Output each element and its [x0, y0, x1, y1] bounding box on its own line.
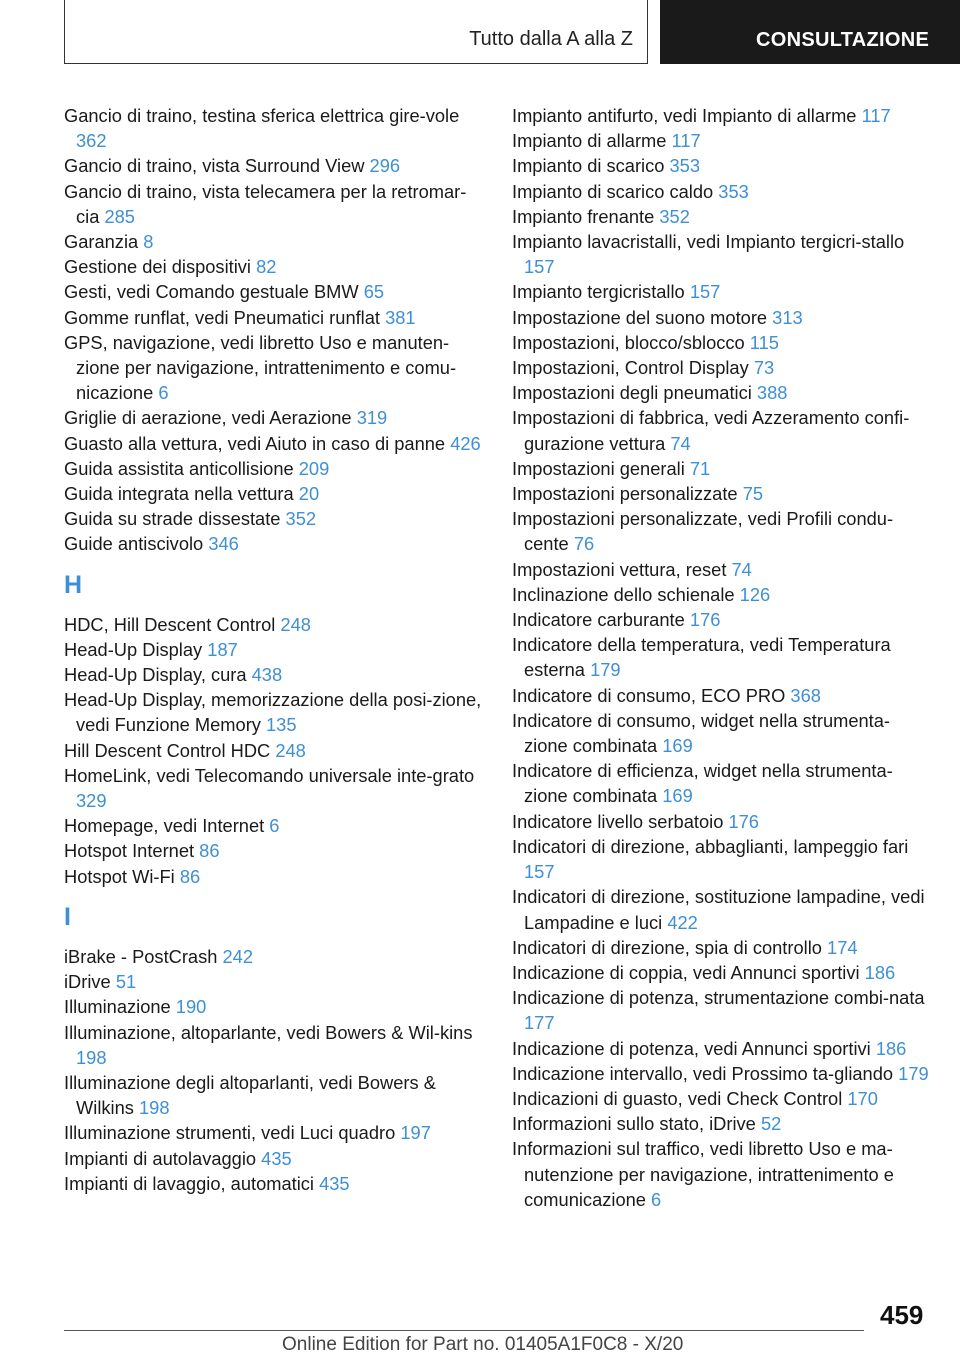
index-entry — [512, 456, 932, 481]
index-entry — [512, 960, 932, 985]
index-page-link[interactable]: 51 — [115, 971, 137, 993]
index-entry-text: Impostazioni generali — [512, 457, 685, 479]
index-entry-text: Hill Descent Control HDC — [64, 739, 271, 761]
index-entry — [64, 1171, 484, 1196]
index-entry — [512, 607, 932, 632]
index-entry-text: iBrake - PostCrash — [64, 945, 218, 967]
index-page-link[interactable]: 388 — [756, 382, 788, 404]
index-column-right — [512, 103, 932, 1212]
index-entry-text: Gomme runflat, vedi Pneumatici runflat — [64, 306, 380, 328]
index-entry — [64, 1070, 484, 1120]
index-entry-text: Indicatore della temperatura, vedi Temperatura esterna — [512, 634, 891, 681]
index-page-link[interactable]: 86 — [179, 865, 201, 887]
index-entry — [512, 481, 932, 506]
index-entry-text: Gancio di traino, testina sferica elettrica gire-vole — [64, 105, 460, 126]
index-entry — [64, 994, 484, 1019]
index-entry — [512, 229, 932, 279]
index-entry-text: Impianto di scarico — [512, 155, 665, 177]
index-page-link[interactable]: 426 — [450, 432, 481, 454]
index-page-link[interactable]: 353 — [669, 155, 701, 177]
index-entry-text: Informazioni sullo stato, iDrive — [512, 1113, 756, 1135]
index-page-link[interactable]: 169 — [662, 735, 693, 757]
index-entry — [64, 229, 484, 254]
index-entry — [64, 431, 484, 456]
header-section-title: Tutto dalla A alla Z — [469, 28, 633, 50]
index-entry — [512, 1086, 932, 1111]
index-entry — [64, 481, 484, 506]
index-entry — [512, 204, 932, 229]
index-entry-text: Hotspot Wi-Fi — [64, 865, 175, 887]
index-page-link[interactable]: 176 — [689, 609, 721, 631]
index-entry-text: Impianto di scarico caldo — [512, 180, 714, 202]
index-entry-text: Indicatore di consumo, ECO PRO — [512, 684, 786, 706]
index-page-link[interactable]: 179 — [590, 659, 621, 681]
index-entry — [512, 179, 932, 204]
index-entry-text: Impostazioni di fabbrica, vedi Azzeramento confi-gurazione vettura — [512, 407, 910, 454]
index-page-link[interactable]: 117 — [671, 130, 701, 152]
index-entry — [512, 330, 932, 355]
index-entry — [512, 809, 932, 834]
index-entry-text: Impostazioni, Control Display — [512, 357, 749, 379]
index-entry — [512, 103, 932, 128]
index-page-link[interactable]: 177 — [524, 1012, 555, 1034]
index-entry-text: Indicazione di potenza, strumentazione combi-nata — [512, 987, 925, 1009]
index-entry — [64, 813, 484, 838]
page-number: 459 — [880, 1300, 924, 1330]
index-entry-text: Indicatore di consumo, widget nella strumenta-zione combinata — [512, 709, 891, 757]
index-page-link[interactable]: 187 — [207, 638, 238, 660]
index-entry-text: Indicazione di potenza, vedi Annunci sportivi — [512, 1037, 871, 1059]
index-entry — [512, 834, 932, 884]
index-entry-text: Homepage, vedi Internet — [64, 815, 265, 837]
header-chapter-title: CONSULTAZIONE — [756, 29, 930, 51]
index-page-link[interactable]: 52 — [760, 1113, 782, 1135]
index-entry-text: Guida assistita anticollisione — [64, 457, 294, 479]
index-page-link[interactable]: 117 — [861, 105, 891, 126]
index-entry-text: Guida su strade dissestate — [64, 508, 281, 530]
index-page-link[interactable]: 352 — [659, 205, 690, 227]
index-entry-text: Illuminazione strumenti, vedi Luci quadro — [64, 1122, 396, 1144]
index-page-link[interactable]: 170 — [847, 1087, 878, 1109]
index-entry-text: GPS, navigazione, vedi libretto Uso e manuten-zione per navigazione, intrattenimento e comu-nicazione — [64, 331, 457, 404]
index-page-link[interactable]: 198 — [76, 1046, 107, 1068]
index-page-link[interactable]: 313 — [772, 306, 803, 328]
index-entry — [64, 456, 484, 481]
index-entry-text: HomeLink, vedi Telecomando universale inte-grato — [64, 764, 475, 786]
index-page-link[interactable]: 190 — [175, 996, 207, 1018]
footer-divider — [64, 1330, 864, 1331]
index-entry-text: Guide antiscivolo — [64, 533, 204, 555]
index-entry — [512, 1136, 932, 1212]
index-entry — [512, 405, 932, 455]
index-entry — [64, 279, 484, 304]
index-entry-text: Impostazioni, blocco/sblocco — [512, 331, 745, 353]
index-page-link[interactable]: 20 — [298, 483, 320, 505]
index-page-link[interactable]: 179 — [898, 1062, 929, 1084]
index-page-link[interactable]: 76 — [573, 533, 595, 555]
index-entry — [512, 305, 932, 330]
index-entry-text: Inclinazione dello schienale — [512, 583, 735, 605]
index-entry — [64, 1020, 484, 1070]
index-entry — [512, 708, 932, 758]
index-page-link[interactable]: 86 — [199, 840, 220, 862]
index-entry — [64, 864, 484, 889]
index-page-link[interactable]: 435 — [261, 1147, 292, 1169]
index-page-link[interactable]: 169 — [662, 785, 693, 807]
index-page-link[interactable]: 157 — [524, 256, 555, 278]
index-entry — [64, 944, 484, 969]
index-page-link[interactable]: 74 — [731, 558, 752, 580]
index-entry — [512, 279, 932, 304]
index-letter-heading: I — [64, 902, 71, 931]
index-page-link[interactable]: 353 — [718, 180, 749, 202]
index-entry — [512, 355, 932, 380]
index-entry-text: Indicatori di direzione, abbaglianti, lampeggio fari — [512, 835, 909, 857]
index-entry — [64, 687, 484, 737]
index-entry-text: Gancio di traino, vista telecamera per la retromar-cia — [64, 180, 467, 227]
index-page-link[interactable]: 368 — [790, 684, 821, 706]
index-entry-text: iDrive — [64, 971, 111, 993]
index-entry-text: Illuminazione — [64, 996, 171, 1018]
index-page-link[interactable]: 6 — [158, 382, 169, 404]
index-entry-text: Indicatori di direzione, spia di controllo — [512, 936, 822, 958]
index-column-left — [64, 103, 484, 1196]
index-page-link[interactable]: 422 — [667, 911, 698, 933]
index-page-link[interactable]: 82 — [256, 256, 277, 278]
index-entry — [512, 582, 932, 607]
index-entry — [64, 179, 484, 229]
index-entry — [64, 763, 484, 813]
index-entry — [512, 1061, 932, 1086]
index-page-link[interactable]: 8 — [143, 231, 154, 253]
index-entry — [64, 662, 484, 687]
index-page-link[interactable]: 6 — [269, 815, 280, 837]
index-entry — [64, 1146, 484, 1171]
index-entry — [64, 969, 484, 994]
index-entry — [64, 637, 484, 662]
index-entry-text: Impianti di autolavaggio — [64, 1147, 257, 1169]
index-page-link[interactable]: 186 — [875, 1037, 907, 1059]
index-page-link[interactable]: 198 — [138, 1097, 170, 1119]
index-page-link[interactable]: 435 — [319, 1172, 350, 1194]
index-page-link[interactable]: 352 — [285, 508, 317, 530]
index-page-link[interactable]: 346 — [208, 533, 239, 555]
index-entry — [64, 612, 484, 637]
index-page-link[interactable]: 248 — [275, 739, 306, 761]
index-entry — [512, 935, 932, 960]
index-entry-text: Informazioni sul traffico, vedi libretto Uso e ma-nutenzione per navigazione, intrattenimento e comunicazione — [512, 1138, 894, 1210]
index-entry-text: Impianto antifurto, vedi Impianto di allarme — [512, 105, 857, 126]
index-entry — [512, 557, 932, 582]
index-page-link[interactable]: 174 — [827, 936, 858, 958]
index-entry — [64, 738, 484, 763]
index-page-link[interactable]: 73 — [753, 357, 775, 379]
index-entry-text: Impianto di allarme — [512, 130, 667, 152]
index-entry — [64, 531, 484, 556]
index-entry-text: Indicatore livello serbatoio — [512, 810, 724, 832]
index-page-link[interactable]: 65 — [363, 281, 385, 303]
index-entry-text: Head-Up Display, memorizzazione della posi-zione, vedi Funzione Memory — [64, 689, 482, 736]
index-entry — [64, 405, 484, 430]
index-entry-text: Impostazioni degli pneumatici — [512, 382, 752, 404]
index-entry-text: Indicazioni di guasto, vedi Check Control — [512, 1087, 843, 1109]
index-page-link[interactable]: 71 — [689, 457, 711, 479]
header-section-box — [64, 0, 648, 64]
index-entry-text: Guasto alla vettura, vedi Aiuto in caso di panne — [64, 432, 446, 454]
index-entry-text: Griglie di aerazione, vedi Aerazione — [64, 407, 352, 429]
index-page-link[interactable]: 242 — [222, 945, 254, 967]
index-page-link[interactable]: 157 — [689, 281, 721, 303]
index-entry — [64, 153, 484, 178]
index-page-link[interactable]: 381 — [385, 306, 416, 328]
index-entry — [64, 1120, 484, 1145]
index-entry-text: Impostazione del suono motore — [512, 306, 768, 328]
index-entry-text: Gesti, vedi Comando gestuale BMW — [64, 281, 359, 303]
index-page-link[interactable]: 296 — [369, 155, 401, 177]
index-page-link[interactable]: 157 — [524, 861, 555, 883]
index-entry — [64, 330, 484, 406]
index-entry-text: Impianto lavacristalli, vedi Impianto tergicri-stallo — [512, 231, 905, 253]
index-entry — [512, 683, 932, 708]
index-entry-text: Garanzia — [64, 231, 139, 253]
index-entry — [512, 128, 932, 153]
index-entry — [512, 758, 932, 808]
index-entry — [512, 380, 932, 405]
index-entry-text: Indicazione intervallo, vedi Prossimo ta-gliando — [512, 1062, 894, 1084]
index-entry-text: Illuminazione, altoparlante, vedi Bowers & Wil-kins — [64, 1021, 473, 1043]
index-entry — [512, 1036, 932, 1061]
index-page-link[interactable]: 209 — [298, 457, 330, 479]
index-entry-text: Illuminazione degli altoparlanti, vedi Bowers & Wilkins — [64, 1071, 436, 1119]
index-entry-text: Indicatori di direzione, sostituzione lampadine, vedi Lampadine e luci — [512, 886, 925, 933]
index-entry — [64, 103, 484, 153]
index-page-link[interactable]: 329 — [76, 790, 107, 812]
index-page-link[interactable]: 135 — [266, 714, 297, 736]
index-entry-text: Gancio di traino, vista Surround View — [64, 155, 365, 177]
index-entry-text: Head-Up Display — [64, 638, 203, 660]
index-entry-text: Indicatore carburante — [512, 609, 685, 631]
index-entry-text: HDC, Hill Descent Control — [64, 613, 276, 635]
index-entry-text: Hotspot Internet — [64, 840, 195, 862]
index-page-link[interactable]: 362 — [76, 130, 107, 152]
index-entry — [64, 506, 484, 531]
index-entry-text: Impianto frenante — [512, 205, 655, 227]
index-entry-text: Impostazioni personalizzate — [512, 483, 738, 505]
footer-edition: Online Edition for Part no. 01405A1F0C8 - X/20 — [282, 1334, 684, 1355]
index-entry — [512, 884, 932, 934]
index-page-link[interactable]: 74 — [670, 432, 691, 454]
index-entry — [512, 506, 932, 556]
index-entry-text: Head-Up Display, cura — [64, 664, 247, 686]
index-page-link[interactable]: 319 — [356, 407, 388, 429]
index-page-link[interactable]: 197 — [400, 1122, 431, 1144]
header-chapter-tab — [660, 0, 960, 64]
index-entry — [512, 153, 932, 178]
index-page-link[interactable]: 115 — [749, 331, 779, 353]
index-entry-text: Guida integrata nella vettura — [64, 483, 294, 505]
index-entry — [512, 985, 932, 1035]
index-entry-text: Impostazioni vettura, reset — [512, 558, 727, 580]
index-page-link[interactable]: 186 — [864, 961, 896, 983]
index-entry — [64, 254, 484, 279]
index-entry-text: Impianti di lavaggio, automatici — [64, 1172, 314, 1194]
index-entry-text: Indicazione di coppia, vedi Annunci sportivi — [512, 961, 860, 983]
index-entry-text: Impianto tergicristallo — [512, 281, 685, 303]
index-entry-text: Gestione dei dispositivi — [64, 256, 251, 278]
index-page-link[interactable]: 285 — [104, 205, 135, 227]
index-page-link[interactable]: 75 — [742, 483, 764, 505]
index-entry-text: Impostazioni personalizzate, vedi Profili condu-cente — [512, 508, 894, 555]
index-entry — [64, 838, 484, 863]
index-entry — [512, 632, 932, 682]
index-page-link[interactable]: 438 — [251, 664, 283, 686]
index-page-link[interactable]: 176 — [728, 810, 759, 832]
index-entry-text: Indicatore di efficienza, widget nella strumenta-zione combinata — [512, 760, 893, 807]
index-page-link[interactable]: 248 — [280, 613, 311, 635]
index-page-link[interactable]: 126 — [739, 583, 771, 605]
index-entry — [64, 305, 484, 330]
index-page-link[interactable]: 6 — [651, 1188, 662, 1210]
index-letter-heading: H — [64, 570, 83, 599]
index-entry — [512, 1111, 932, 1136]
